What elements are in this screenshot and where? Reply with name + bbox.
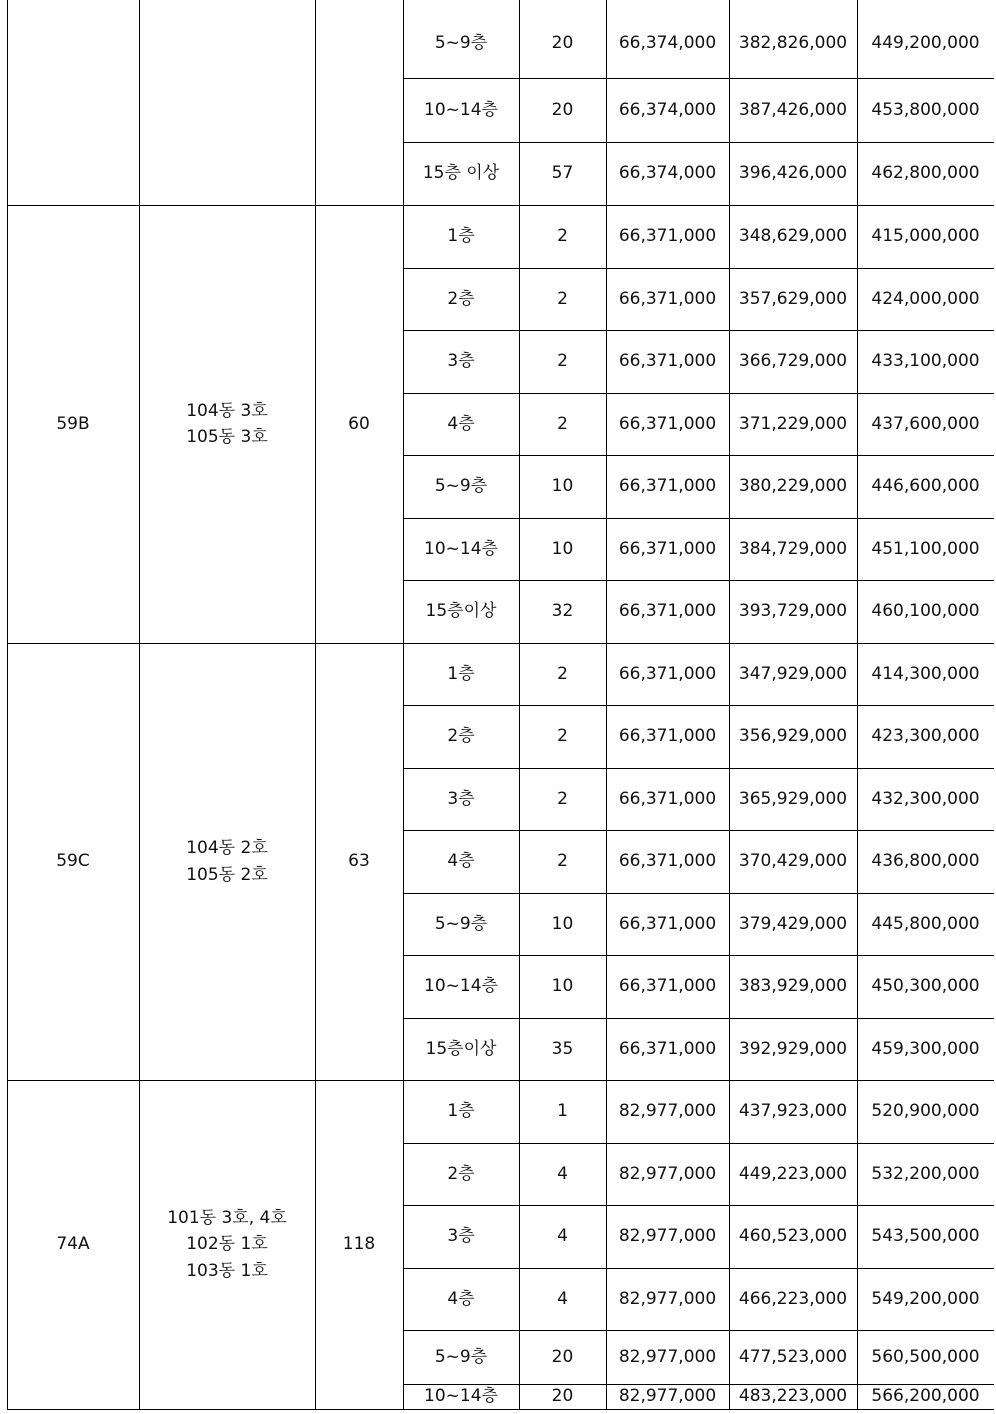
floor-cell: 10~14층 bbox=[424, 99, 498, 120]
households-cell: 2 bbox=[557, 851, 568, 872]
count-cell: 60 bbox=[348, 413, 370, 434]
table-rule bbox=[7, 205, 994, 206]
floor-cell: 15층이상 bbox=[425, 1038, 497, 1059]
total-price-cell: 436,800,000 bbox=[871, 851, 980, 872]
households-cell: 4 bbox=[557, 1226, 568, 1247]
floor-cell: 2층 bbox=[447, 726, 475, 747]
floor-cell: 4층 bbox=[447, 1288, 475, 1309]
land-price-cell: 82,977,000 bbox=[618, 1288, 717, 1309]
households-cell: 57 bbox=[551, 163, 574, 184]
total-price-cell: 566,200,000 bbox=[871, 1386, 980, 1407]
total-price-cell: 446,600,000 bbox=[871, 476, 980, 497]
floor-cell: 2층 bbox=[447, 288, 475, 309]
households-cell: 1 bbox=[557, 1101, 568, 1122]
total-price-cell: 433,100,000 bbox=[871, 351, 980, 372]
table-rule bbox=[857, 0, 858, 1409]
building-price-cell: 370,429,000 bbox=[738, 851, 848, 872]
count-cell: 63 bbox=[348, 851, 370, 872]
floor-cell: 3층 bbox=[447, 351, 475, 372]
floor-cell: 15층 이상 bbox=[422, 163, 500, 184]
total-price-cell: 445,800,000 bbox=[871, 913, 980, 934]
households-cell: 4 bbox=[557, 1163, 568, 1184]
total-price-cell: 462,800,000 bbox=[871, 163, 980, 184]
total-price-cell: 415,000,000 bbox=[871, 226, 980, 247]
floor-cell: 2층 bbox=[447, 1163, 475, 1184]
households-cell: 10 bbox=[551, 976, 574, 997]
table-rule bbox=[7, 1409, 994, 1410]
building-price-cell: 477,523,000 bbox=[738, 1346, 848, 1367]
households-cell: 2 bbox=[557, 288, 568, 309]
land-price-cell: 66,371,000 bbox=[618, 226, 717, 247]
land-price-cell: 66,371,000 bbox=[618, 1038, 717, 1059]
land-price-cell: 66,374,000 bbox=[618, 163, 717, 184]
land-price-cell: 82,977,000 bbox=[618, 1226, 717, 1247]
building-price-cell: 387,426,000 bbox=[738, 99, 848, 120]
building-price-cell: 357,629,000 bbox=[738, 288, 848, 309]
total-price-cell: 560,500,000 bbox=[871, 1346, 980, 1367]
households-cell: 32 bbox=[551, 601, 574, 622]
table-rule bbox=[729, 0, 730, 1409]
count-cell bbox=[315, 8, 403, 205]
households-cell: 2 bbox=[557, 663, 568, 684]
floor-cell: 3층 bbox=[447, 1226, 475, 1247]
floor-cell: 3층 bbox=[447, 788, 475, 809]
building-price-cell: 356,929,000 bbox=[738, 726, 848, 747]
building-price-cell: 449,223,000 bbox=[738, 1163, 848, 1184]
land-price-cell: 66,371,000 bbox=[618, 663, 717, 684]
building-price-cell: 348,629,000 bbox=[738, 226, 848, 247]
floor-cell: 5~9층 bbox=[434, 476, 488, 497]
building-price-cell: 437,923,000 bbox=[738, 1101, 848, 1122]
households-cell: 10 bbox=[551, 476, 574, 497]
land-price-cell: 66,374,000 bbox=[618, 32, 717, 53]
table-rule bbox=[315, 0, 316, 1409]
building-price-cell: 382,826,000 bbox=[738, 32, 848, 53]
land-price-cell: 66,371,000 bbox=[618, 601, 717, 622]
table-rule bbox=[519, 0, 520, 1409]
floor-cell: 10~14층 bbox=[424, 1386, 498, 1407]
floor-cell: 15층이상 bbox=[425, 601, 497, 622]
land-price-cell: 66,371,000 bbox=[618, 913, 717, 934]
building-price-cell: 371,229,000 bbox=[738, 413, 848, 434]
building-price-cell: 379,429,000 bbox=[738, 913, 848, 934]
table-rule bbox=[139, 0, 140, 1409]
floor-cell: 1층 bbox=[447, 663, 475, 684]
total-price-cell: 459,300,000 bbox=[871, 1038, 980, 1059]
land-price-cell: 66,371,000 bbox=[618, 976, 717, 997]
households-cell: 20 bbox=[551, 1346, 574, 1367]
units-cell bbox=[139, 8, 315, 205]
land-price-cell: 66,371,000 bbox=[618, 288, 717, 309]
land-price-cell: 66,371,000 bbox=[618, 726, 717, 747]
units-cell: 101동 3호, 4호 102동 1호 103동 1호 bbox=[167, 1207, 287, 1281]
floor-cell: 5~9층 bbox=[434, 32, 488, 53]
households-cell: 2 bbox=[557, 226, 568, 247]
land-price-cell: 82,977,000 bbox=[618, 1386, 717, 1407]
households-cell: 2 bbox=[557, 788, 568, 809]
households-cell: 4 bbox=[557, 1288, 568, 1309]
total-price-cell: 543,500,000 bbox=[871, 1226, 980, 1247]
floor-cell: 4층 bbox=[447, 413, 475, 434]
households-cell: 2 bbox=[557, 351, 568, 372]
count-cell: 118 bbox=[342, 1234, 376, 1255]
households-cell: 35 bbox=[551, 1038, 574, 1059]
total-price-cell: 549,200,000 bbox=[871, 1288, 980, 1309]
total-price-cell: 423,300,000 bbox=[871, 726, 980, 747]
land-price-cell: 66,371,000 bbox=[618, 538, 717, 559]
total-price-cell: 453,800,000 bbox=[871, 99, 980, 120]
floor-cell: 10~14층 bbox=[424, 976, 498, 997]
floor-cell: 1층 bbox=[447, 1101, 475, 1122]
building-price-cell: 393,729,000 bbox=[738, 601, 848, 622]
table-rule bbox=[7, 643, 994, 644]
floor-cell: 1층 bbox=[447, 226, 475, 247]
total-price-cell: 532,200,000 bbox=[871, 1163, 980, 1184]
units-cell: 104동 3호 105동 3호 bbox=[186, 400, 268, 447]
land-price-cell: 66,371,000 bbox=[618, 413, 717, 434]
building-price-cell: 483,223,000 bbox=[738, 1386, 848, 1407]
building-price-cell: 384,729,000 bbox=[738, 538, 848, 559]
type-cell bbox=[7, 8, 139, 205]
type-cell: 74A bbox=[56, 1234, 90, 1255]
table-rule bbox=[606, 0, 607, 1409]
building-price-cell: 383,929,000 bbox=[738, 976, 848, 997]
type-cell: 59B bbox=[56, 413, 90, 434]
building-price-cell: 396,426,000 bbox=[738, 163, 848, 184]
land-price-cell: 66,374,000 bbox=[618, 99, 717, 120]
floor-cell: 4층 bbox=[447, 851, 475, 872]
building-price-cell: 380,229,000 bbox=[738, 476, 848, 497]
table-rule bbox=[7, 0, 8, 1409]
table-rule bbox=[7, 1080, 994, 1081]
total-price-cell: 451,100,000 bbox=[871, 538, 980, 559]
building-price-cell: 366,729,000 bbox=[738, 351, 848, 372]
total-price-cell: 460,100,000 bbox=[871, 601, 980, 622]
building-price-cell: 365,929,000 bbox=[738, 788, 848, 809]
floor-cell: 5~9층 bbox=[434, 913, 488, 934]
households-cell: 20 bbox=[551, 99, 574, 120]
total-price-cell: 432,300,000 bbox=[871, 788, 980, 809]
land-price-cell: 82,977,000 bbox=[618, 1163, 717, 1184]
land-price-cell: 66,371,000 bbox=[618, 351, 717, 372]
type-cell: 59C bbox=[56, 851, 90, 872]
households-cell: 2 bbox=[557, 726, 568, 747]
building-price-cell: 392,929,000 bbox=[738, 1038, 848, 1059]
households-cell: 10 bbox=[551, 538, 574, 559]
table-rule bbox=[403, 0, 404, 1409]
households-cell: 20 bbox=[551, 1386, 574, 1407]
land-price-cell: 66,371,000 bbox=[618, 788, 717, 809]
building-price-cell: 460,523,000 bbox=[738, 1226, 848, 1247]
households-cell: 20 bbox=[551, 32, 574, 53]
land-price-cell: 82,977,000 bbox=[618, 1346, 717, 1367]
building-price-cell: 466,223,000 bbox=[738, 1288, 848, 1309]
units-cell: 104동 2호 105동 2호 bbox=[186, 838, 268, 885]
floor-cell: 5~9층 bbox=[434, 1346, 488, 1367]
land-price-cell: 66,371,000 bbox=[618, 476, 717, 497]
total-price-cell: 424,000,000 bbox=[871, 288, 980, 309]
land-price-cell: 82,977,000 bbox=[618, 1101, 717, 1122]
total-price-cell: 414,300,000 bbox=[871, 663, 980, 684]
total-price-cell: 450,300,000 bbox=[871, 976, 980, 997]
households-cell: 2 bbox=[557, 413, 568, 434]
total-price-cell: 520,900,000 bbox=[871, 1101, 980, 1122]
floor-cell: 10~14층 bbox=[424, 538, 498, 559]
total-price-cell: 449,200,000 bbox=[871, 32, 980, 53]
total-price-cell: 437,600,000 bbox=[871, 413, 980, 434]
land-price-cell: 66,371,000 bbox=[618, 851, 717, 872]
households-cell: 10 bbox=[551, 913, 574, 934]
building-price-cell: 347,929,000 bbox=[738, 663, 848, 684]
